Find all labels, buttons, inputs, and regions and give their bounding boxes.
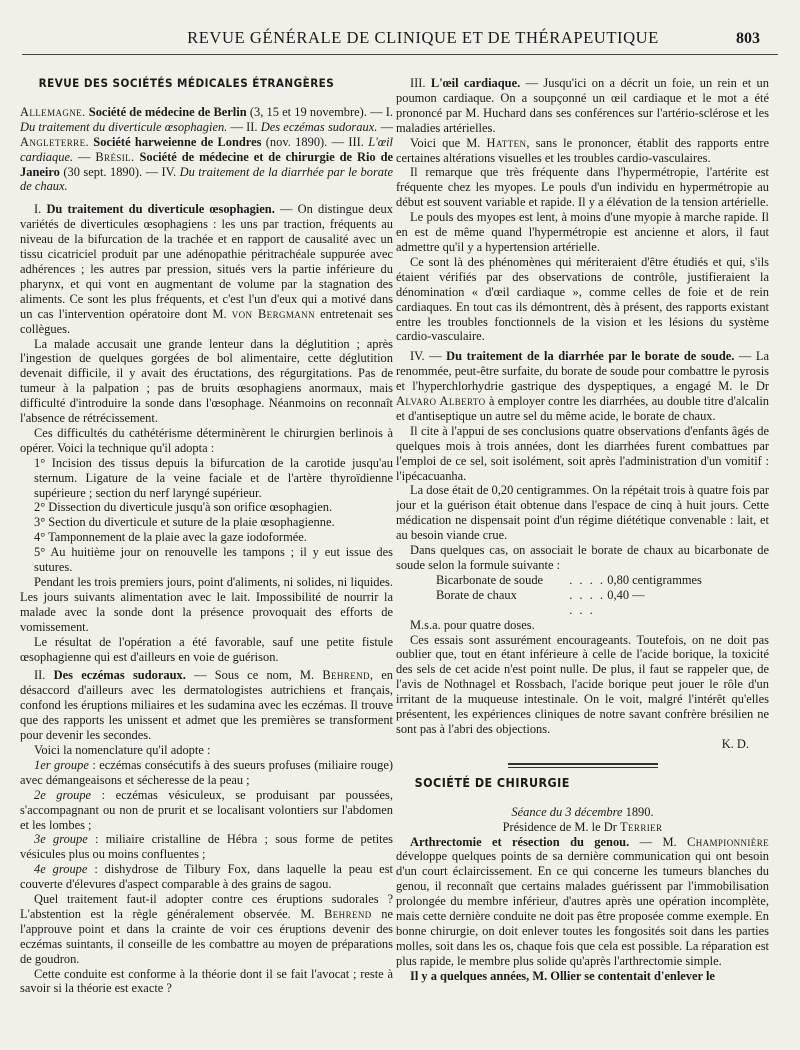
roman-numeral: III. (410, 76, 431, 90)
paragraph-hatten (396, 136, 769, 166)
paragraph-text: , sans le prononcer, établit des rapports entre certaines altérations visuelles et les troubles cardio-vasculaires. (396, 135, 769, 165)
summary-text: (nov. 1890). — III. (261, 134, 369, 149)
paragraph-text: , en désaccord d'ailleurs avec les dermatologistes autrichiens et français, confond les éruptions miliaires et les sudamina avec les eczémas. Il trouve que des rapports les unissent et admet que les premières se transforment pour devenir les secondes. (20, 668, 393, 743)
roman-numeral: I. (34, 202, 47, 217)
group-text: : eczémas consécutifs à des sueurs profuses (miliaire rouge) avec démangeaisons et sécheresse de la peau ; (20, 757, 393, 787)
group-3 (20, 832, 393, 862)
seance-day: 3 décembre (565, 804, 623, 819)
summary (20, 105, 393, 194)
article-heading: Du traitement du diverticule œsophagien. (46, 202, 275, 217)
paragraph-malade: La malade accusait une grande lenteur dans la déglutition ; après l'ingestion de quelques gorgées de bol alimentaire, cette déglutition devenait difficile, il y avait des éructations, des régurgitations. Pas de tumeur à la palpation ; pas de bruits œsophagiens anormaux, mais difficulté d'introduire la sonde dans l'œsophage. Néanmoins on reconnaît l'absence de rétrécissement. (20, 336, 393, 426)
roman-numeral: II. (34, 668, 54, 683)
paragraph-borate (396, 349, 769, 424)
summary-topic-3: L'œil cardiaque. (20, 134, 393, 164)
person-name: Behrend (324, 906, 372, 921)
section-title-chirurgie: SOCIÉTÉ DE CHIRURGIE (414, 774, 570, 790)
formula-ingredient: Bicarbonate de soude (436, 572, 544, 587)
summary-text: (30 sept. 1890). — IV. (59, 164, 180, 179)
country-brazil: Brésil. (95, 149, 135, 164)
group-4 (20, 862, 393, 892)
summary-text: — (73, 149, 96, 164)
group-label: 4e groupe (34, 862, 88, 877)
page-number: 803 (736, 30, 760, 47)
group-text: : dishydrose de Tilbury Fox, dans laquelle la peau est couverte d'élevures d'aspect comparable à des grains de sagou. (20, 862, 393, 892)
paragraph-ollier: Il y a quelques années, M. Ollier se contentait d'enlever le (410, 968, 715, 983)
president-name: Terrier (620, 819, 663, 834)
paragraph-dose: La dose était de 0,20 centigrammes. On la répétait trois à quatre fois par jour et la guérison était obtenue dans l'espace de cinq à huit jours. Cette médication ne dispensait point d'un régime diététique convenable : lait, et au besoin viande crue. (396, 483, 769, 543)
formula-row-1 (396, 573, 769, 588)
presidence (396, 820, 769, 835)
summary-text: (3, 15 et 19 novembre). — I. (246, 104, 393, 119)
group-text: : miliaire cristalline de Hébra ; sous forme de petites vésicules plus ou moins confluentes ; (20, 832, 393, 862)
society-berlin: Société de médecine de Berlin (88, 104, 247, 119)
step-4: 4° Tamponnement de la plaie avec la gaze iodoformée. (34, 530, 307, 545)
paragraph-diverticule (20, 202, 393, 336)
paragraph-text: développe quelques points de sa dernière communication qui ont besoin d'un court éclaircissement. En ce qui concerne les tumeurs blanches du genou, il reconnaît que certains malades guérissent par l'immobilisation prolongée du membre inférieur, d'autres après une opération incomplète, mais cette dernière conduite ne doit pas être proposée comme exemple. En bonne chirurgie, on doit enlever toutes les fongosités soit dans les parties molles, soit dans les os, chaque fois que cela est possible. La réparation est plus rapide, le membre plus solide qu'après l'arthrectomie simple. (396, 849, 769, 968)
paragraph-arthrectomie (396, 835, 769, 969)
roman-numeral: IV. — (410, 349, 447, 364)
paragraph-formule-intro: Dans quelques cas, on associait le borate de chaux au bicarbonate de soude selon la formule suivante : (396, 543, 769, 572)
paragraph-text: — La renommée, peut-être surfaite, du borate de soude pour combattre le pyrosis et l'hyperchlorhydrie gastrique des dyspeptiques, a engagé M. le Dr (396, 349, 769, 394)
person-name: Behrend (322, 668, 370, 683)
summary-text: — (377, 119, 393, 134)
paragraph-text: — M. (629, 834, 687, 849)
summary-topic-4: Du traitement de la diarrhée par le borate de chaux. (20, 164, 393, 194)
person-name: von Bergmann (231, 306, 315, 321)
paragraph-technique: Ces difficultés du cathétérisme déterminèrent le chirurgien berlinois à opérer. Voici la technique qu'il adopta : (20, 425, 393, 455)
seance-date (396, 805, 769, 820)
paragraph-text: Voici que M. (410, 135, 487, 150)
summary-topic-1: Du traitement du diverticule œsophagien. (20, 119, 228, 134)
paragraph-nomenclature: Voici la nomenclature qu'il adopte : (34, 742, 211, 757)
formula-leader: . . . . (569, 572, 605, 587)
header-rule (22, 54, 778, 55)
step-5: 5° Au huitième jour on renouvelle les tampons ; il y eut issue des sutures. (34, 545, 393, 575)
step-2: 2° Dissection du diverticule jusqu'à son orifice œsophagien. (34, 500, 333, 515)
running-head (130, 28, 760, 54)
section-divider (508, 763, 658, 768)
group-text: : eczémas vésiculeux, se produisant par poussées, s'accompagnant ou non de prurit et se localisant volontiers sur l'abdomen et les lombes ; (20, 787, 393, 832)
paragraph-text: entretenait ses collègues. (20, 306, 393, 336)
paragraph-text: — On distingue deux variétés de diverticules œsophagiens : les uns par traction, fréquents au niveau de la bifurcation de la trachée et en rapport de causalité avec un tissu cicatriciel produit par une adénopathie péritrachéale suppurée avec adhérences ; les autres par pression, situés vers la partie inférieure du pharynx, et qui vont en augmentant de volume par la stagnation des aliments. Ce sont les plus fréquents, et c'est l'un d'eux qui a motivé dans un cas l'intervention opératoire dont M. (20, 202, 393, 321)
summary-text: — II. (227, 119, 261, 134)
running-title: REVUE GÉNÉRALE DE CLINIQUE ET DE THÉRAPEUTIQUE (187, 28, 659, 47)
formula-end: M.s.a. pour quatre doses. (410, 617, 535, 632)
section-title-foreign-societies: REVUE DES SOCIÉTÉS MÉDICALES ÉTRANGÈRES (38, 76, 335, 90)
paragraph-observations: Il cite à l'appui de ses conclusions quatre observations d'enfants âgés de quelques mois à trois années, dont les diarrhées furent combattues par l'emploi de ce sel, soit isolément, soit après l'administration d'un vomitif : l'ipécacuanha. (396, 423, 769, 483)
person-name: Alvaro Alberto (396, 394, 486, 409)
paragraph-oeil-cardiaque (396, 76, 769, 136)
group-1 (20, 758, 393, 788)
signature: K. D. (721, 736, 749, 751)
right-column (396, 76, 769, 1032)
presidence-text: Présidence de M. le Dr (502, 819, 621, 834)
country-germany: Allemagne. (20, 104, 86, 119)
paragraph-eczemas (20, 668, 393, 743)
article-heading: Arthrectomie et résection du genou. (410, 834, 630, 849)
group-label: 1er groupe (34, 757, 89, 772)
article-heading: Des eczémas sudoraux. (53, 668, 186, 683)
seance-year: 1890. (622, 804, 654, 819)
country-england: Angleterre. (20, 134, 89, 149)
paragraph-traitement (20, 892, 393, 967)
paragraph-text: ne l'approuve point et dans la crainte de voir ces éruptions devenir des eczémas suintants, il conseille de les combattre au moyen de préparations de goudron. (20, 906, 393, 966)
formula-row-2 (396, 588, 769, 618)
paragraph-text: Quel traitement faut-il adopter contre ces éruptions sudorales ? L'abstention est la règle généralement observée. M. (20, 892, 393, 921)
step-3: 3° Section du diverticule et suture de la plaie œsophagienne. (34, 515, 335, 530)
article-heading: Du traitement de la diarrhée par le borate de soude. (446, 349, 735, 364)
society-harveian: Société harweienne de Londres (93, 134, 262, 149)
formula-ingredient: Borate de chaux (436, 587, 517, 602)
paragraph-pouls: Le pouls des myopes est lent, à moins d'une myopie à marche rapide. Il en est de même quand l'hypermétropie est ancienne et alors, il faut admettre qu'il y a hypertension artérielle. (396, 210, 769, 254)
paragraph-resultat: Le résultat de l'opération a été favorable, sauf une petite fistule œsophagienne qui est d'ailleurs en voie de guérison. (20, 634, 393, 664)
paragraph-hypermetropie: Il remarque que très fréquente dans l'hypermétropie, l'artérite est fréquente chez les myopes. Le pouls d'un individu en hypermétropie au début est souvent variable et rapide. Il y a élévation de la tension artérielle. (396, 165, 769, 210)
person-name: Hatten (486, 135, 527, 150)
formula-amount: 0,80 centigrammes (607, 572, 702, 587)
paragraph-conduite: Cette conduite est conforme à la théorie dont il se fait l'avocat ; reste à savoir si la théorie est exacte ? (20, 966, 393, 996)
group-label: 2e groupe (34, 787, 92, 802)
paragraph-phenomenes: Ce sont là des phénomènes qui mériteraient d'être étudiés et qui, s'ils étaient vérifiés par des observations de contrôle, justifieraient la dénomination « d'œil cardiaque », comme celles de foie et de rein cardiaques. En tout cas ils démontrent, dès à présent, des rapports existant entre les troubles fonctionnels de la vision et les lésions du système cardio-vasculaire. (396, 254, 769, 344)
summary-topic-2: Des eczémas sudoraux. (260, 119, 378, 134)
person-name: Championnière (687, 834, 769, 849)
society-rio: Société de médecine et de chirurgie de Rio de Janeiro (20, 149, 393, 179)
paragraph-text: — Jusqu'ici on a décrit un foie, un rein et un poumon cardiaque. On a soupçonné un œil cardiaque et le mot a été prononcé par M. Huchard dans ses conférences sur l'artério-sclérose et les maladies artérielles. (396, 76, 769, 135)
left-column (20, 76, 393, 1032)
article-heading: L'œil cardiaque. (430, 76, 521, 90)
paragraph-alimentation: Pendant les trois premiers jours, point d'aliments, ni solides, ni liquides. Les jours suivants alimentation avec le lait. Impossibilité de nourrir la malade avec la sonde dont la présence provoquait des efforts de vomissement. (20, 575, 393, 634)
formula-leader: . . . . . . . (569, 587, 605, 617)
formula-amount: 0,40 — (607, 587, 645, 602)
seance-text: Séance du (511, 804, 566, 819)
paragraph-essais: Ces essais sont assurément encourageants. Toutefois, on ne doit pas oublier que, tout en étant inférieure à celle de l'acide borique, la toxicité des sels de cet acide n'est point nulle. De plus, il faut se rappeler que, de l'avis de Nothnagel et Rossbach, l'acide borique peut jouer le rôle d'un irritant de la muqueuse intestinale. On le voit, malgré l'intérêt qu'elles présentent, les expériences cliniques de notre savant confrère brésilien ne sont pas à l'abri des objections. (396, 632, 769, 736)
group-2 (20, 788, 393, 833)
group-label: 3e groupe (34, 832, 88, 847)
step-1: 1° Incision des tissus depuis la bifurcation de la carotide jusqu'au sternum. Ligature de la veine faciale et de l'artère thyroïdienne supérieure ; section du nerf laryngé supérieur. (34, 455, 393, 500)
paragraph-text: — Sous ce nom, M. (185, 668, 323, 683)
paragraph-text: à employer contre les diarrhées, au double titre d'alcalin et d'antiseptique un autre sel du même acide, le borate de chaux. (396, 394, 769, 423)
